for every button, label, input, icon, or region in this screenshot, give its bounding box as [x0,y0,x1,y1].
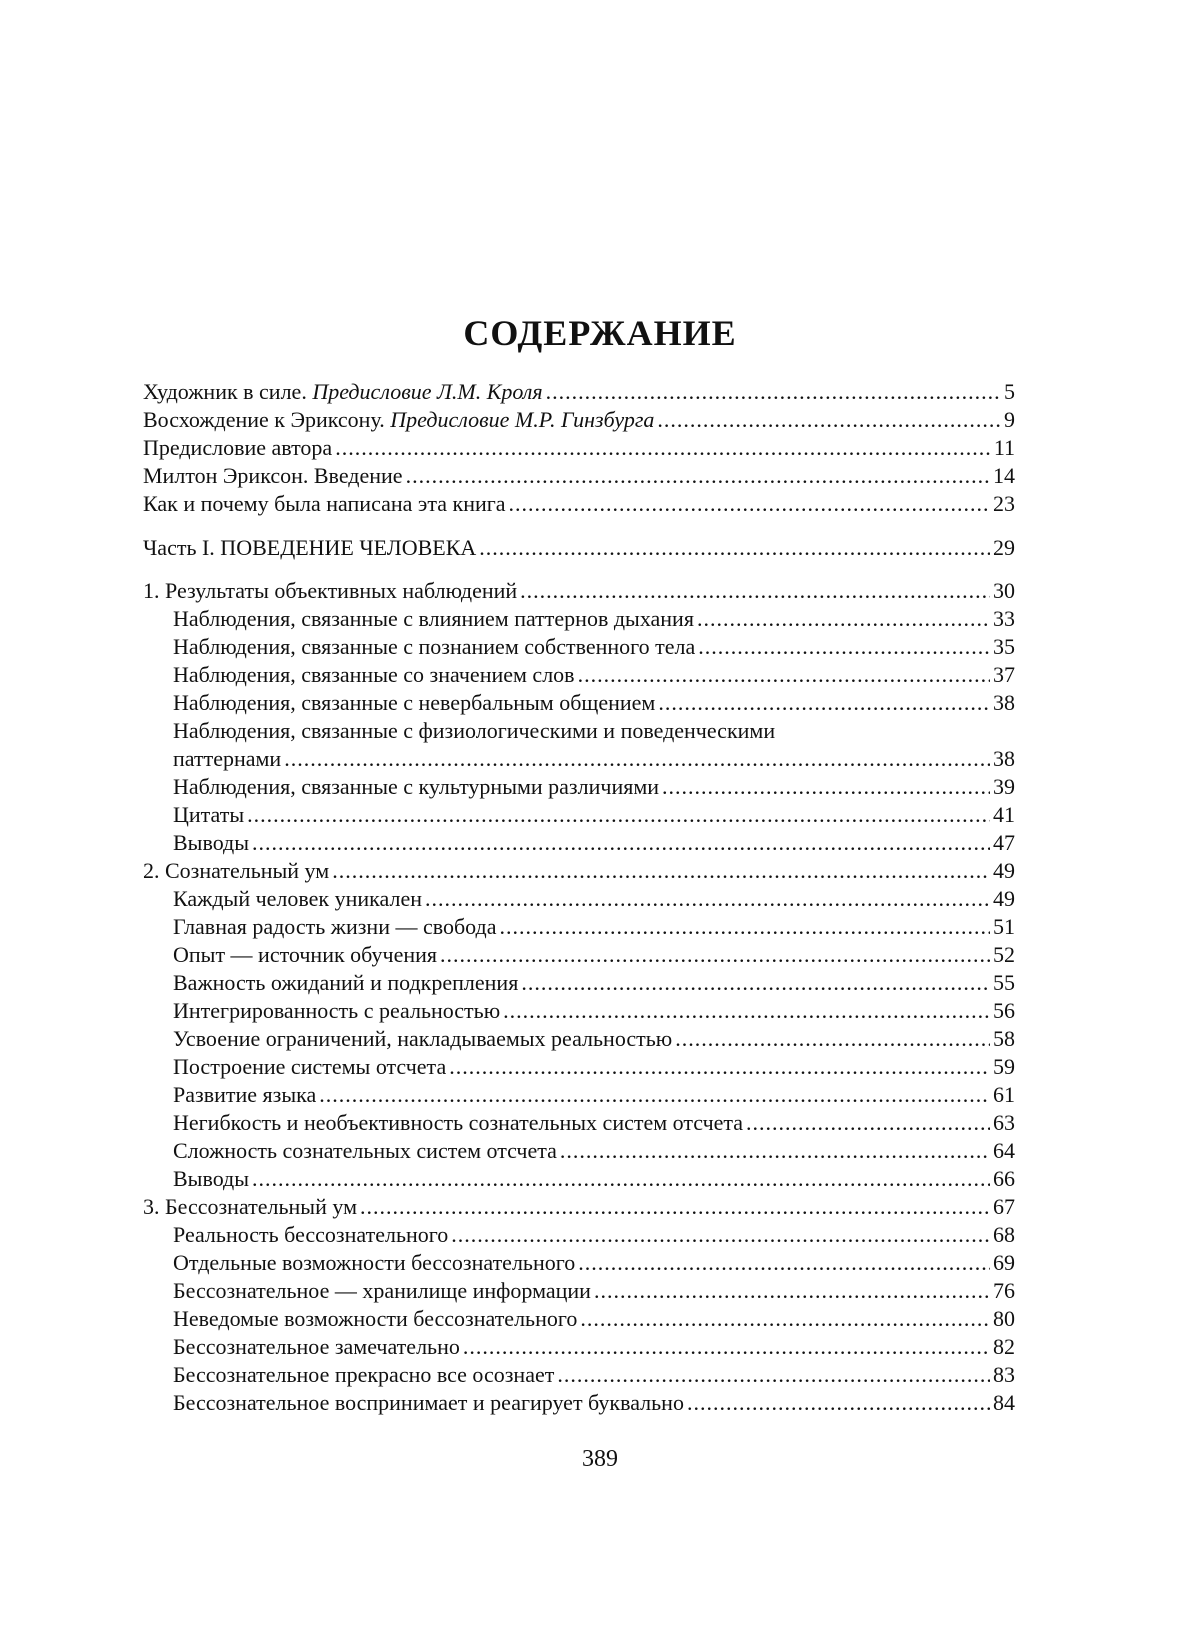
dot-leader [406,462,990,489]
dot-leader [560,1137,990,1164]
toc-entry-page: 49 [993,886,1015,911]
toc-entry-page: 64 [993,1138,1015,1163]
dot-leader [449,1053,990,1080]
toc-section-entry [173,633,1015,660]
toc-entry-page: 52 [993,942,1015,967]
toc-entry-page: 82 [993,1334,1015,1359]
toc-entry-page: 38 [993,690,1015,715]
toc-section-entry [173,1389,1015,1416]
toc-section-entry [173,1025,1015,1052]
toc-entry-page: 80 [993,1306,1015,1331]
toc-chapter-entry [143,1193,1015,1220]
toc-part-title: Часть I. ПОВЕДЕНИЕ ЧЕЛОВЕКА [143,535,477,560]
toc-entry-page: 35 [993,634,1015,659]
toc-section-entry [173,1165,1015,1192]
toc-section-title: Сложность сознательных систем отсчета [173,1138,557,1163]
toc-section-title: Наблюдения, связанные с познанием собственного тела [173,634,696,659]
toc-section-entry [173,885,1015,912]
toc-entry-page: 56 [993,998,1015,1023]
toc-entry-page: 5 [1004,379,1015,404]
toc-section-title: Важность ожиданий и подкрепления [173,970,519,995]
dot-leader [503,997,990,1024]
toc-entry-page: 30 [993,578,1015,603]
toc-section-title: Наблюдения, связанные со значением слов [173,662,575,687]
dot-leader [698,633,990,660]
toc-chapter-entry [143,857,1015,884]
dot-leader [521,969,990,996]
toc-section-title: Наблюдения, связанные с невербальным общением [173,690,656,715]
toc-section-title-line2: паттернами [173,746,282,771]
dot-leader [687,1389,990,1416]
dot-leader [252,1165,990,1192]
toc-section-title: Цитаты [173,802,245,827]
toc-section-title: Выводы [173,1166,250,1191]
toc-section-entry [173,941,1015,968]
toc-section-title: Негибкость и необъективность сознательных систем отсчета [173,1110,744,1135]
toc-section-entry [173,829,1015,856]
toc-chapter-entry [143,577,1015,604]
toc-section-title: Выводы [173,830,250,855]
toc-chapter-title: 1. Результаты объективных наблюдений [143,578,518,603]
dot-leader [319,1081,990,1108]
toc-section-entry [173,969,1015,996]
toc-entry-page: 69 [993,1250,1015,1275]
toc-section-entry [173,689,1015,716]
toc-entry-page: 61 [993,1082,1015,1107]
toc-section-title: Усвоение ограничений, накладываемых реальностью [173,1026,673,1051]
toc-section-entry [173,801,1015,828]
toc-section-title: Бессознательное прекрасно все осознает [173,1362,555,1387]
dot-leader [578,661,990,688]
toc-entry-page: 9 [1004,407,1015,432]
toc-section-entry [173,1305,1015,1332]
dot-leader [658,689,990,716]
dot-leader [662,773,990,800]
dot-leader [360,1193,990,1220]
dot-leader [697,605,990,632]
dot-leader [284,745,990,772]
toc-section-title-line1: Наблюдения, связанные с физиологическими и поведенческими [173,718,776,743]
toc-entry [143,434,1015,461]
toc-entry-page: 68 [993,1222,1015,1247]
toc-entry-title: Милтон Эриксон. Введение [143,463,403,488]
toc-section-entry [173,773,1015,800]
toc-section-title: Развитие языка [173,1082,317,1107]
toc-entry [143,378,1015,405]
toc-section-entry [173,661,1015,688]
toc-entry-title: Восхождение к Эриксону. [143,407,385,432]
dot-leader [500,913,990,940]
dot-leader [580,1305,990,1332]
toc-entry-page: 47 [993,830,1015,855]
toc-entry [143,490,1015,517]
toc-entry-page: 33 [993,606,1015,631]
toc-section-entry [173,1053,1015,1080]
toc-section-title: Главная радость жизни — свобода [173,914,497,939]
toc-section-entry [173,1137,1015,1164]
dot-leader [247,801,990,828]
toc-section-entry [173,1277,1015,1304]
toc-section-entry [173,1109,1015,1136]
toc-chapter-title: 3. Бессознательный ум [143,1194,357,1219]
page-number: 389 [582,1446,618,1472]
toc-entry-page: 51 [993,914,1015,939]
toc-part-entry [143,534,1015,561]
toc-section-title: Наблюдения, связанные с влиянием паттернов дыхания [173,606,694,631]
toc-section-entry [173,913,1015,940]
dot-leader [479,534,990,561]
toc-entry-author: Предисловие Л.М. Кроля [312,379,543,404]
toc-entry-page: 38 [993,746,1015,771]
toc-entry-author: Предисловие М.Р. Гинзбурга [390,407,655,432]
toc-section-title: Интегрированность с реальностью [173,998,501,1023]
dot-leader [657,406,1001,433]
toc-chapter-title: 2. Сознательный ум [143,858,330,883]
toc-entry-page: 29 [993,535,1015,560]
toc-entry-title: Предисловие автора [143,435,333,460]
toc-section-title: Каждый человек уникален [173,886,422,911]
toc-entry-page: 41 [993,802,1015,827]
toc-entry-page: 37 [993,662,1015,687]
toc-entry-page: 66 [993,1166,1015,1191]
page-title: СОДЕРЖАНИЕ [463,313,737,353]
dot-leader [332,857,990,884]
dot-leader [557,1361,990,1388]
toc-entry-page: 83 [993,1362,1015,1387]
toc-entry-page: 49 [993,858,1015,883]
toc-section-title: Наблюдения, связанные с культурными различиями [173,774,660,799]
toc-entry [143,462,1015,489]
toc-section-title: Опыт — источник обучения [173,942,437,967]
toc-section-title: Бессознательное замечательно [173,1334,460,1359]
toc-entry-title: Как и почему была написана эта книга [143,491,506,516]
dot-leader [252,829,990,856]
toc-entry [143,406,1015,433]
toc-section-title: Бессознательное — хранилище информации [173,1278,591,1303]
toc-section-entry [173,1081,1015,1108]
dot-leader [546,378,1001,405]
dot-leader [746,1109,990,1136]
toc-section-entry [173,997,1015,1024]
toc-entry-page: 55 [993,970,1015,995]
toc-entry-page: 67 [993,1194,1015,1219]
dot-leader [675,1025,990,1052]
toc-section-entry [173,1249,1015,1276]
dot-leader [335,434,991,461]
toc-section-entry [173,605,1015,632]
toc-entry-page: 76 [993,1278,1015,1303]
toc-section-title: Отдельные возможности бессознательного [173,1250,576,1275]
dot-leader [578,1249,990,1276]
toc-section-entry [173,745,1015,772]
toc-entry-page: 58 [993,1026,1015,1051]
toc-section-title: Неведомые возможности бессознательного [173,1306,578,1331]
dot-leader [451,1221,990,1248]
toc-entry-page: 39 [993,774,1015,799]
toc-entry-page: 63 [993,1110,1015,1135]
toc-section-entry [173,1361,1015,1388]
dot-leader [594,1277,990,1304]
toc-entry-page: 11 [993,435,1015,460]
dot-leader [463,1333,990,1360]
toc-section-title: Реальность бессознательного [173,1222,449,1247]
dot-leader [425,885,990,912]
toc-section-title: Бессознательное воспринимает и реагирует буквально [173,1390,684,1415]
toc-entry-title: Художник в силе. [143,379,307,404]
toc-entry-page: 14 [993,463,1015,488]
toc-section-entry [173,1333,1015,1360]
dot-leader [520,577,990,604]
toc-entry-page: 59 [993,1054,1015,1079]
dot-leader [440,941,990,968]
toc-entry-page: 84 [993,1390,1015,1415]
toc-entry-page: 23 [993,491,1015,516]
toc-section-title: Построение системы отсчета [173,1054,447,1079]
dot-leader [509,490,990,517]
toc-section-entry [173,1221,1015,1248]
